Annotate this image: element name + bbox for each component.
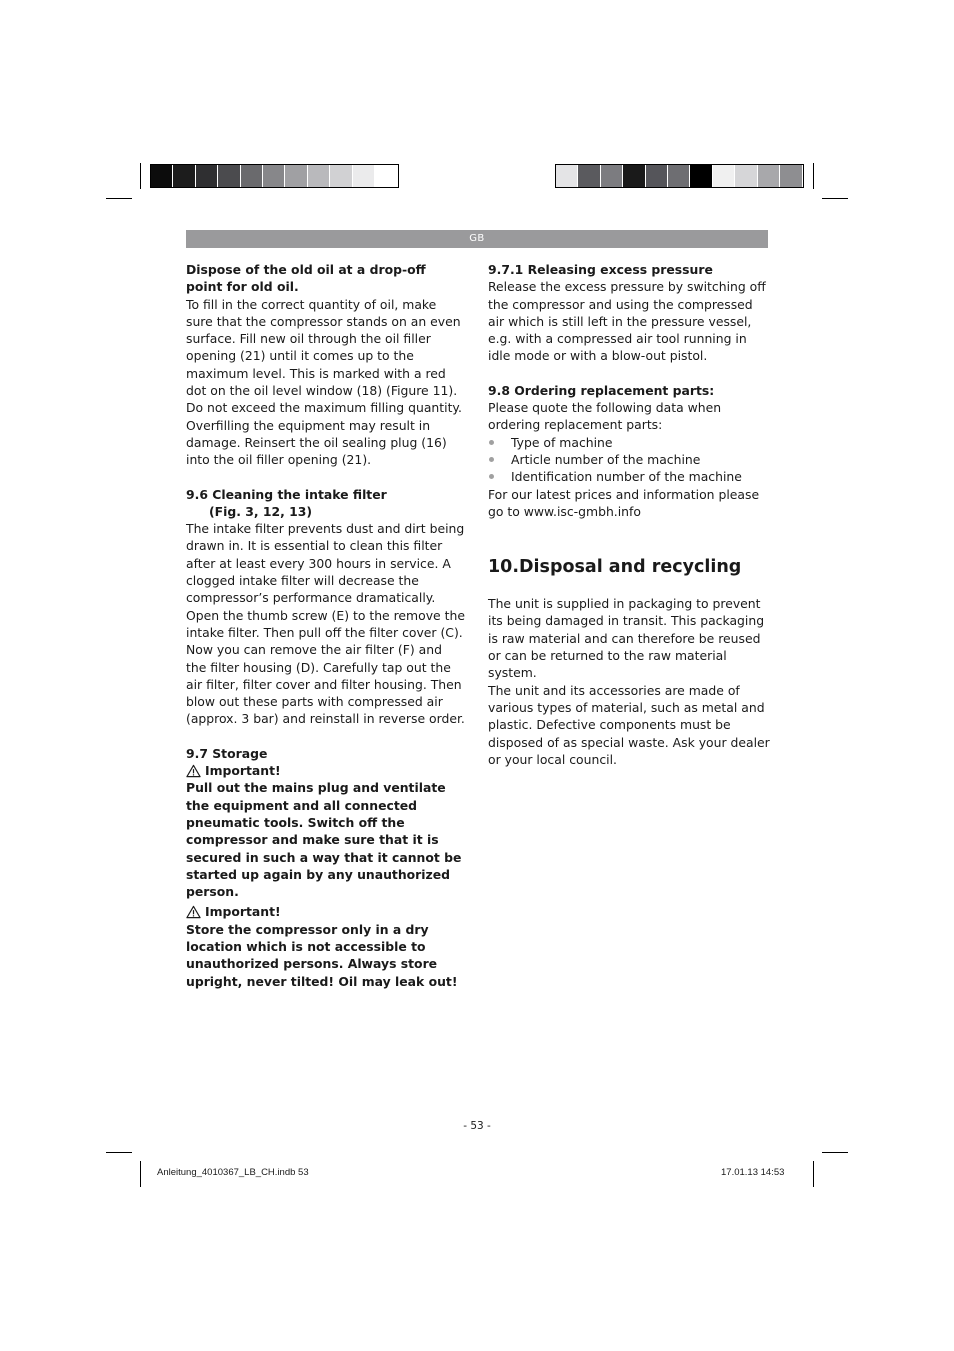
list-item: Article number of the machine <box>488 451 770 468</box>
crop-mark <box>106 1152 132 1153</box>
pressure-heading: 9.7.1 Releasing excess pressure <box>488 262 713 277</box>
crop-mark <box>822 1152 848 1153</box>
color-swatch <box>713 165 735 187</box>
color-swatch <box>241 165 263 187</box>
crop-mark <box>140 163 141 189</box>
color-swatch <box>330 165 352 187</box>
color-swatch <box>601 165 623 187</box>
warning-triangle-icon <box>186 764 201 778</box>
important-label: Important! <box>205 763 281 779</box>
color-swatch <box>196 165 218 187</box>
color-swatch <box>173 165 195 187</box>
bullet-icon <box>489 440 494 445</box>
parts-intro: Please quote the following data when ordering replacement parts: <box>488 400 722 433</box>
list-item: Identification number of the machine <box>488 468 770 485</box>
crop-mark <box>813 1161 814 1187</box>
color-swatch <box>758 165 780 187</box>
chapter-heading: 10.Disposal and recycling <box>488 557 742 578</box>
crop-mark <box>106 198 132 199</box>
color-swatch <box>285 165 307 187</box>
parts-outro: For our latest prices and information please go to www.isc-gmbh.info <box>488 486 760 519</box>
intake-filter-figure-ref: (Fig. 3, 12, 13) <box>209 503 313 519</box>
color-swatch <box>375 165 397 187</box>
color-swatch <box>690 165 712 187</box>
footer-file: Anleitung_4010367_LB_CH.indb 53 <box>157 1167 309 1178</box>
color-swatch <box>578 165 600 187</box>
crop-mark <box>822 198 848 199</box>
list-item: Type of machine <box>488 434 770 451</box>
color-swatch <box>151 165 173 187</box>
important-notice <box>186 762 466 779</box>
color-swatch <box>263 165 285 187</box>
important-notice <box>186 903 466 920</box>
color-swatch <box>735 165 757 187</box>
important-label: Important! <box>205 904 281 920</box>
parts-list <box>488 434 770 486</box>
color-swatch <box>308 165 330 187</box>
storage-heading: 9.7 Storage <box>186 745 268 761</box>
intake-filter-paragraph: The intake filter prevents dust and dirt being drawn in. It is essential to clean this filter after at least every 300 hours in service. A clogged intake filter will decrease the compressor’s performance dramatically. Open the thumb screw (E) to the remove the intake filter. Then pull off the filter cover (C). Now you can remove the air filter (F) and the filter housing (D). Carefully tap out the air filter, filter cover and filter housing. Then blow out these parts with compressed air (approx. 3 bar) and reinstall in reverse order. <box>186 521 465 727</box>
disposal-paragraph: The unit and its accessories are made of various types of material, such as metal and plastic. Defective components must be disposed of as special waste. Ask your dealer or your local council. <box>488 682 770 767</box>
disposal-paragraph: The unit is supplied in packaging to prevent its being damaged in transit. This packaging is raw material and can therefore be reused or can be returned to the raw material system. <box>488 596 765 681</box>
parts-heading: 9.8 Ordering replacement parts: <box>488 382 715 398</box>
language-header-bar <box>186 230 768 248</box>
crop-mark <box>140 1161 141 1187</box>
oil-dispose-note: Dispose of the old oil at a drop-off point for old oil. <box>186 262 426 295</box>
bullet-icon <box>489 457 494 462</box>
color-calibration-bar-left <box>150 164 399 188</box>
storage-warning-paragraph: Pull out the mains plug and ventilate the equipment and all connected pneumatic tools. Switch off the compressor and make sure that it is secured in such a way that it cannot be started up again by any unauthorized person. <box>186 780 462 900</box>
language-tag: GB <box>469 233 485 244</box>
left-column <box>186 261 466 990</box>
warning-triangle-icon <box>186 905 201 919</box>
color-swatch <box>668 165 690 187</box>
color-swatch <box>556 165 578 187</box>
page-number: - 53 - <box>463 1120 491 1132</box>
bullet-icon <box>489 474 494 479</box>
color-swatch <box>646 165 668 187</box>
intake-filter-heading: 9.6 Cleaning the intake filter <box>186 486 387 502</box>
pressure-paragraph: Release the excess pressure by switching off the compressor and using the compressed air which is still left in the pressure vessel, e.g. with a compressed air tool running in idle mode or with a blow-out pistol. <box>488 279 766 364</box>
footer-date: 17.01.13 14:53 <box>721 1167 785 1178</box>
storage-warning-paragraph: Store the compressor only in a dry location which is not accessible to unauthorized persons. Always store upright, never tilted! Oil may leak out! <box>186 921 458 989</box>
right-column <box>488 261 770 768</box>
color-swatch <box>780 165 802 187</box>
color-swatch <box>218 165 240 187</box>
crop-mark <box>813 163 814 189</box>
color-calibration-bar-right <box>555 164 804 188</box>
color-swatch <box>353 165 375 187</box>
color-swatch <box>623 165 645 187</box>
oil-fill-paragraph: To fill in the correct quantity of oil, make sure that the compressor stands on an even surface. Fill new oil through the oil filler opening (21) until it comes up to the maximum level. This is marked with a red dot on the oil level window (18) (Figure 11). Do not exceed the maximum filling quantity. Overfilling the equipment may result in damage. Reinsert the oil sealing plug (16) into the oil filler opening (21). <box>186 296 462 468</box>
